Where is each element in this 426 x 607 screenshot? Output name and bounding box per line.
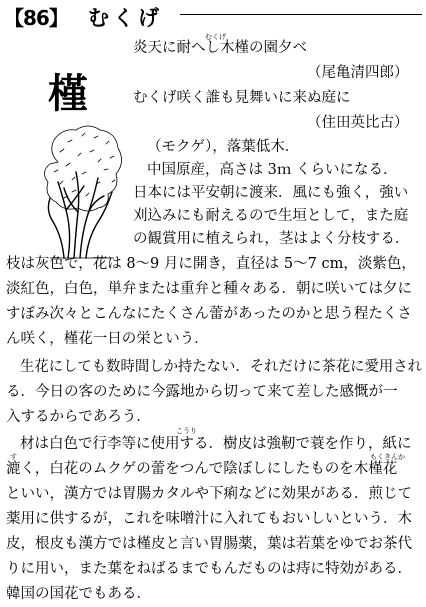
- text-line-17: 皮，根皮も漢方では槿皮と言い胃腸薬，葉は若葉をゆでお茶代: [6, 536, 412, 552]
- entry-title: むくげ: [88, 6, 163, 30]
- text-line-18: りに用い，また葉をねばるまでもんだものは痔に特効がある．: [6, 561, 412, 577]
- headword-kanji: 槿: [48, 71, 88, 117]
- text-line-9: ん咲く，槿花一日の栄という．: [6, 331, 209, 347]
- text-line-12: 入するからであろう．: [6, 409, 151, 425]
- ruby-su: す: [10, 453, 17, 461]
- header-rule: [180, 14, 422, 15]
- haiku-1-author: （尾亀清四郎）: [307, 65, 409, 81]
- text-line-16: 薬用に供するが，これを味噌汁に入れてもおいしいという．木: [6, 511, 412, 527]
- text-line-14: 漉く，白花のムクゲの蕾をつんで陰ぼしにしたものを木槿花: [6, 461, 398, 477]
- text-line-3: 日本には平安朝に渡来．風にも強く，強い: [133, 185, 409, 201]
- text-line-15: といい，漢方では胃腸カタルや下痢などに効果がある．煎じて: [6, 486, 412, 502]
- haiku-2-author: （住田英比古）: [307, 115, 409, 131]
- text-line-11: る．今日の客のために今露地から切って来て差した感慨が一: [6, 384, 398, 400]
- ruby-mukuge: むくげ: [205, 33, 226, 41]
- text-line-13: 材は白色で行李等に使用する．樹皮は強靭で蓑を作り，紙に: [20, 436, 412, 452]
- text-line-19: 韓国の国花でもある．: [6, 586, 151, 602]
- text-line-4: 刈込みにも耐えるので生垣として，また庭: [133, 208, 409, 224]
- text-line-8: すぼみ次々とこんなにたくさん蕾があったのかと思う程たくさ: [6, 306, 412, 322]
- ruby-kouri: こうり: [176, 427, 197, 435]
- text-line-2: 中国原産，高さは 3ｍ くらいになる．: [147, 162, 398, 178]
- text-line-5: の観賞用に植えられ，茎はよく分枝する．: [133, 231, 410, 247]
- text-line-10: 生花にしても数時間しか持たない．それだけに茶花に愛用され: [20, 359, 422, 375]
- entry-number: 【86】: [4, 6, 68, 30]
- text-line-1: （モクゲ），落葉低木．: [147, 139, 300, 155]
- header: [0, 0, 426, 30]
- ruby-mokukinka: もくきんか: [370, 453, 405, 461]
- haiku-1: 炎天に耐へし木槿の園夕べ: [133, 40, 307, 56]
- mukuge-shrub-illustration: [38, 122, 126, 262]
- text-line-7: 淡紅色，白色，単弁または重弁と種々ある．朝に咲いては夕に: [6, 281, 412, 297]
- text-line-6: 枝は灰色で，花は 8～9 月に開き，直径は 5～7 cm，淡紫色，: [6, 256, 416, 272]
- haiku-2: むくげ咲く誰も見舞いに来ぬ庭に: [133, 90, 351, 106]
